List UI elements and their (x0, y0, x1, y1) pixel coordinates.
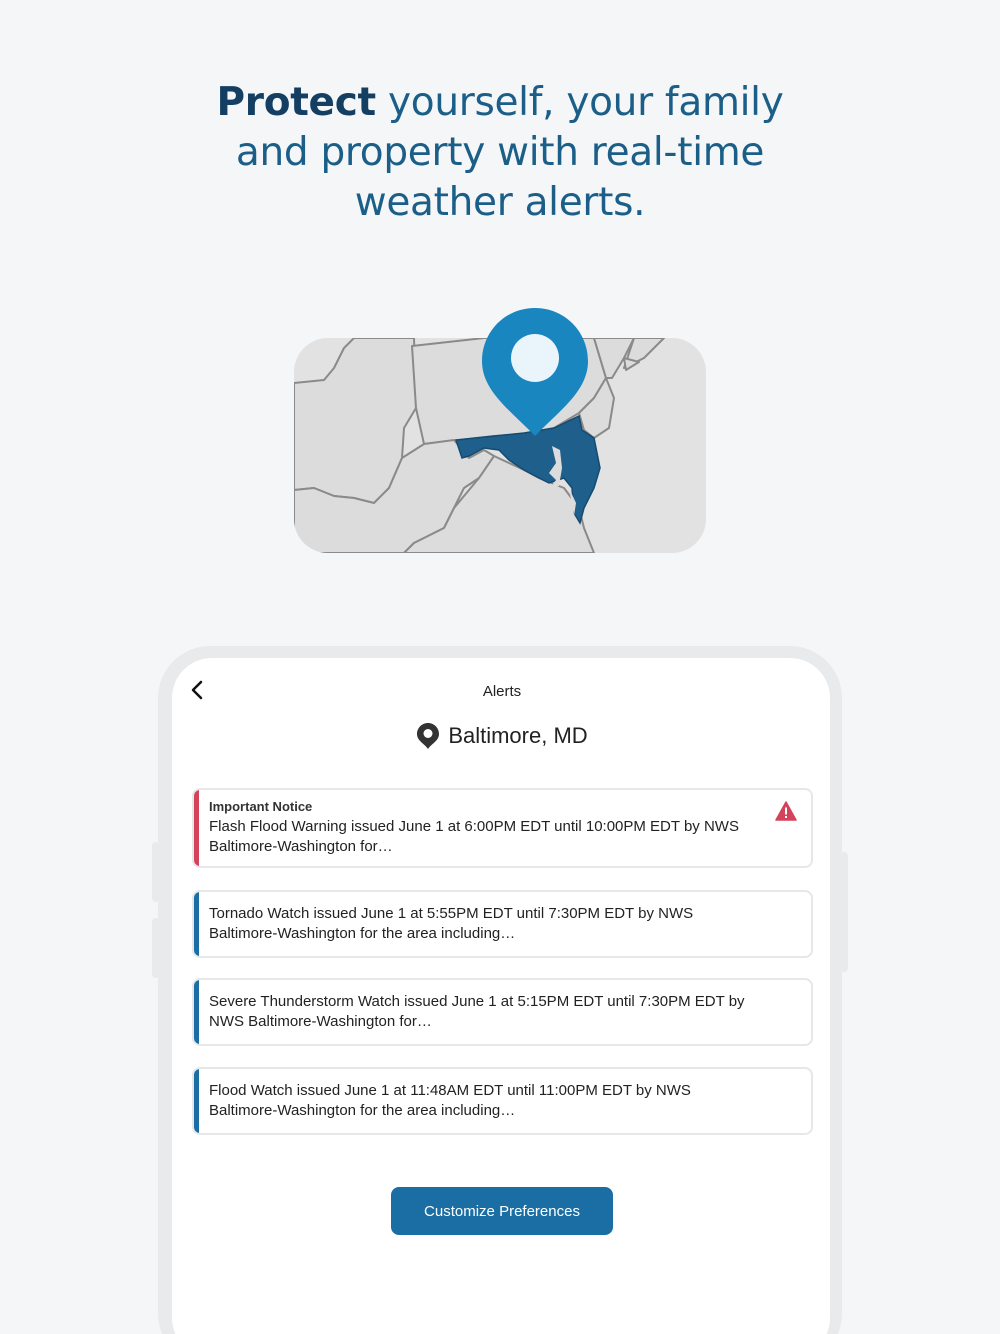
alert-card[interactable] (192, 1067, 813, 1135)
alert-label: Important Notice (209, 799, 313, 814)
customize-preferences-button[interactable]: Customize Preferences (391, 1187, 613, 1235)
alert-card[interactable] (192, 788, 813, 868)
warning-icon (775, 801, 797, 821)
phone-volume-button (152, 918, 160, 978)
alert-text: Severe Thunderstorm Watch issued June 1 at 5:15PM EDT until 7:30PM EDT by NWS Baltimore-Washington for… (209, 993, 745, 1030)
alert-text: Tornado Watch issued June 1 at 5:55PM EDT until 7:30PM EDT by NWS Baltimore-Washington for the area including… (209, 905, 694, 942)
phone-volume-button (152, 842, 160, 902)
headline-line-1-rest: yourself, your family (375, 80, 784, 125)
map-pin-icon (416, 722, 440, 750)
headline (0, 78, 1000, 228)
location-name: Baltimore, MD (448, 723, 588, 748)
headline-line-1 (0, 78, 1000, 128)
screen-title: Alerts (482, 683, 522, 700)
phone-power-button (840, 852, 848, 972)
map-pin-icon (480, 306, 590, 440)
headline-line-3: weather alerts. (354, 180, 646, 225)
alert-text: Flash Flood Warning issued June 1 at 6:00PM EDT until 10:00PM EDT by NWS Baltimore-Washington for… (209, 818, 739, 855)
alert-card[interactable] (192, 978, 813, 1046)
headline-line-2: and property with real-time (235, 130, 765, 175)
alert-text: Flood Watch issued June 1 at 11:48AM EDT until 11:00PM EDT by NWS Baltimore-Washington for the area including… (209, 1082, 691, 1119)
alert-card[interactable] (192, 890, 813, 958)
location-heading (172, 722, 832, 750)
headline-bold: Protect (216, 80, 376, 125)
